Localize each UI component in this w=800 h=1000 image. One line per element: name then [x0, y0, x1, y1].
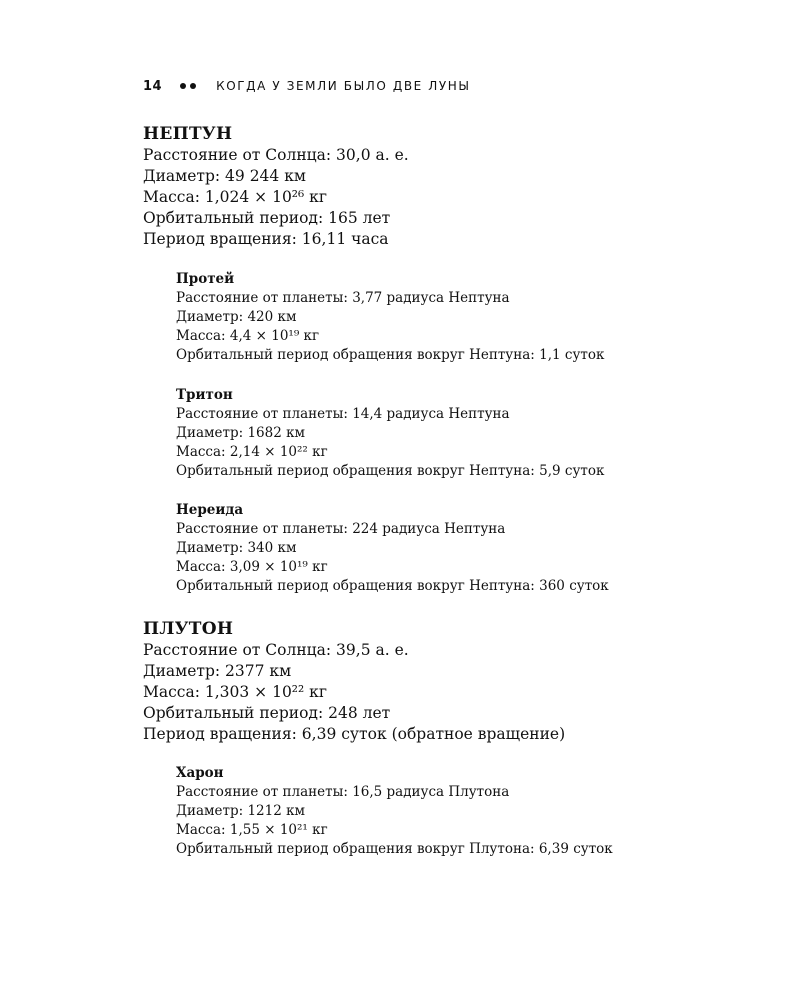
moon-mass: Масса: 3,09 × 10¹⁹ кг	[176, 559, 328, 575]
planet-diameter: Диаметр: 2377 км	[143, 662, 292, 680]
moon-orbital-period: Орбитальный период обращения вокруг Нептуна: 5,9 суток	[176, 463, 605, 479]
moon-diameter: Диаметр: 1682 км	[176, 425, 306, 441]
running-header	[143, 77, 471, 95]
ornament-dot	[190, 83, 196, 89]
moon-diameter: Диаметр: 1212 км	[176, 803, 306, 819]
planet-mass: Масса: 1,024 × 10²⁶ кг	[143, 188, 327, 206]
planet-section-pluto	[143, 619, 743, 745]
ornament-dot	[180, 83, 186, 89]
moon-name: Протей	[176, 271, 235, 287]
page-number: 14	[143, 78, 163, 94]
book-title: КОГДА У ЗЕМЛИ БЫЛО ДВЕ ЛУНЫ	[216, 79, 471, 93]
planet-name: ПЛУТОН	[143, 619, 234, 639]
moon-section-charon	[176, 764, 736, 859]
planet-section-neptune	[143, 124, 743, 250]
moon-distance: Расстояние от планеты: 224 радиуса Нептуна	[176, 521, 506, 537]
moon-name: Харон	[176, 765, 224, 781]
planet-diameter: Диаметр: 49 244 км	[143, 167, 306, 185]
planet-orbital-period: Орбитальный период: 248 лет	[143, 704, 391, 722]
moon-mass: Масса: 1,55 × 10²¹ кг	[176, 822, 328, 838]
moon-mass: Масса: 2,14 × 10²² кг	[176, 444, 328, 460]
header-ornament-dots	[180, 83, 196, 89]
moon-orbital-period: Орбитальный период обращения вокруг Плутона: 6,39 суток	[176, 841, 613, 857]
moon-orbital-period: Орбитальный период обращения вокруг Нептуна: 360 суток	[176, 578, 609, 594]
moon-diameter: Диаметр: 420 км	[176, 309, 297, 325]
planet-orbital-period: Орбитальный период: 165 лет	[143, 209, 391, 227]
planet-distance: Расстояние от Солнца: 30,0 а. е.	[143, 146, 409, 164]
moon-name: Тритон	[176, 387, 233, 403]
planet-rotation-period: Период вращения: 6,39 суток (обратное вращение)	[143, 725, 566, 743]
moon-distance: Расстояние от планеты: 14,4 радиуса Нептуна	[176, 406, 510, 422]
moon-name: Нереида	[176, 502, 244, 518]
moon-orbital-period: Орбитальный период обращения вокруг Нептуна: 1,1 суток	[176, 347, 605, 363]
moon-diameter: Диаметр: 340 км	[176, 540, 297, 556]
moon-mass: Масса: 4,4 × 10¹⁹ кг	[176, 328, 320, 344]
moon-section-nereid	[176, 501, 736, 596]
planet-rotation-period: Период вращения: 16,11 часа	[143, 230, 389, 248]
moon-section-proteus	[176, 270, 736, 365]
moon-section-triton	[176, 386, 736, 481]
planet-name: НЕПТУН	[143, 124, 233, 144]
moon-distance: Расстояние от планеты: 3,77 радиуса Нептуна	[176, 290, 510, 306]
planet-distance: Расстояние от Солнца: 39,5 а. е.	[143, 641, 409, 659]
planet-mass: Масса: 1,303 × 10²² кг	[143, 683, 327, 701]
moon-distance: Расстояние от планеты: 16,5 радиуса Плутона	[176, 784, 510, 800]
